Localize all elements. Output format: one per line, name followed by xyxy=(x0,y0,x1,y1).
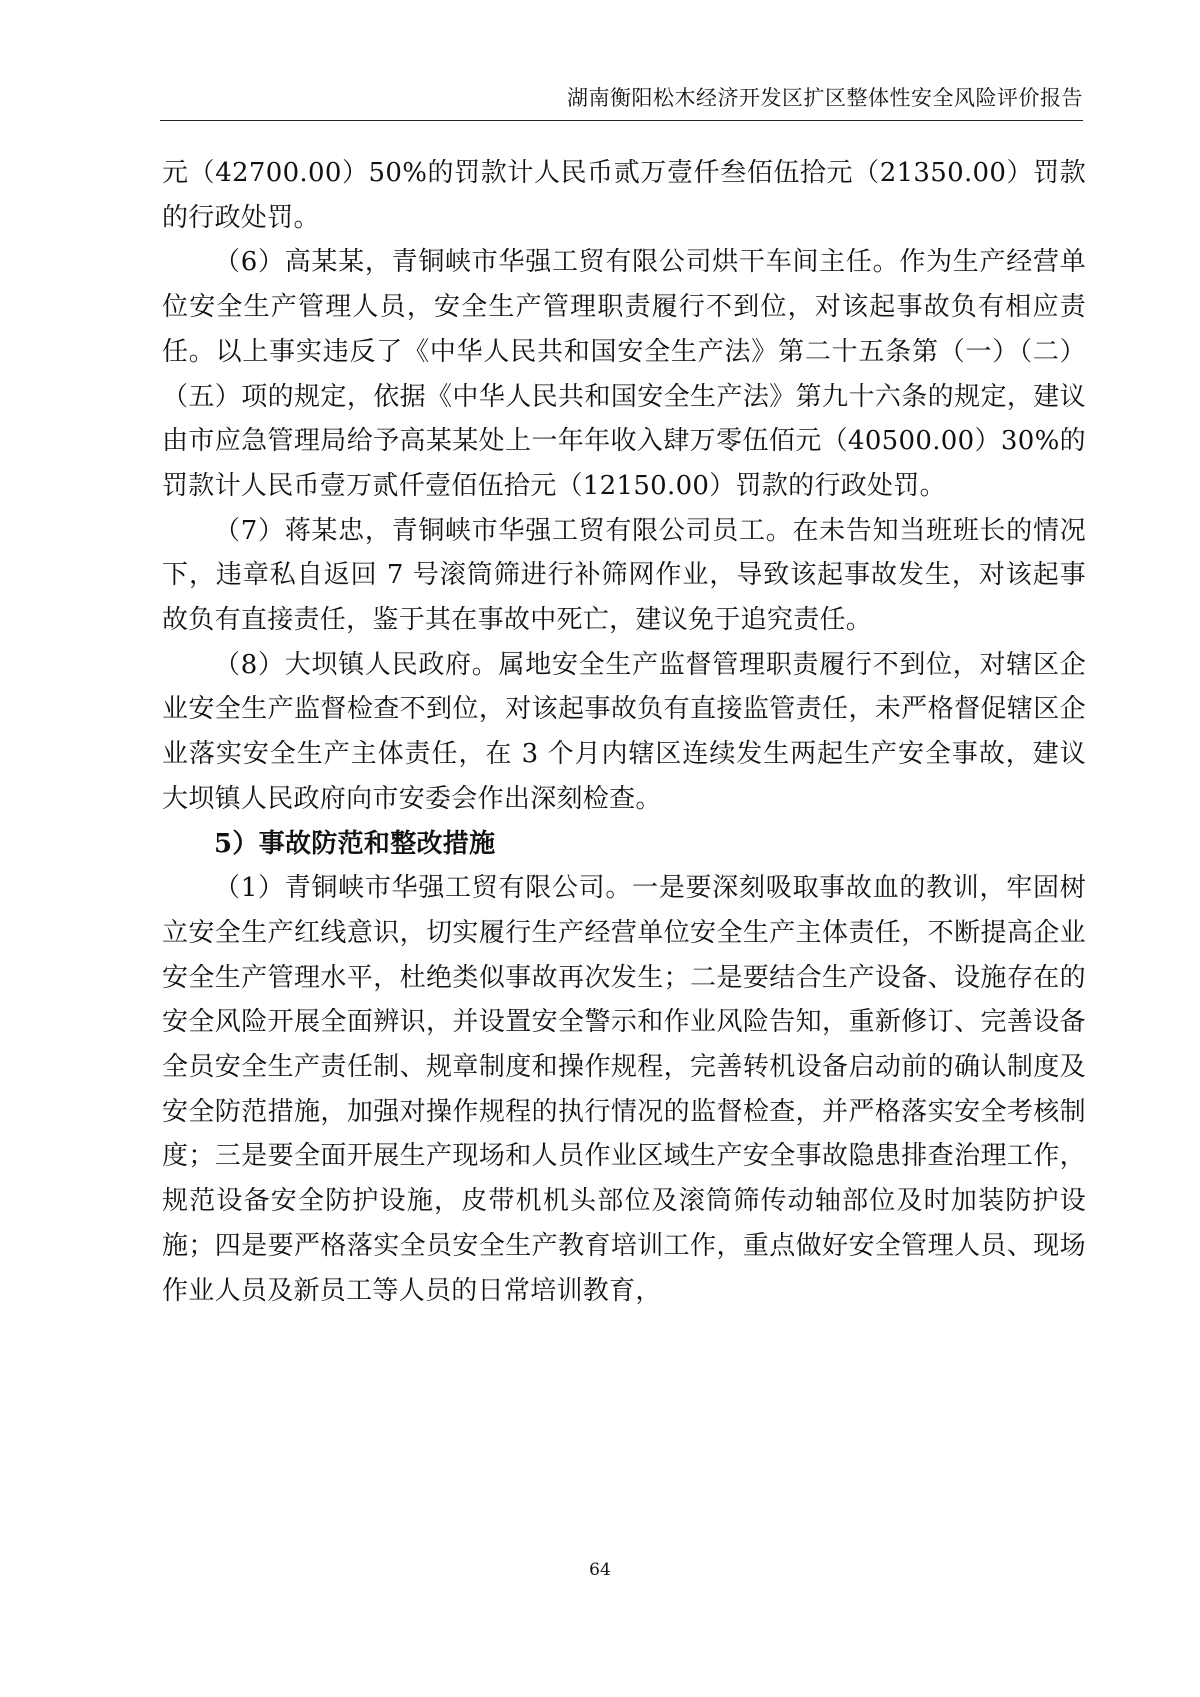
paragraph-measure-1: （1）青铜峡市华强工贸有限公司。一是要深刻吸取事故血的教训，牢固树立安全生产红线意识，切实履行生产经营单位安全生产主体责任，不断提高企业安全生产管理水平，杜绝类似事故再次发生；二是要结合生产设备、设施存在的安全风险开展全面辨识，并设置安全警示和作业风险告知，重新修订、完善设备全员安全生产责任制、规章制度和操作规程，完善转机设备启动前的确认制度及安全防范措施，加强对操作规程的执行情况的监督检查，并严格落实安全考核制度；三是要全面开展生产现场和人员作业区域生产安全事故隐患排查治理工作，规范设备安全防护设施，皮带机机头部位及滚筒筛传动轴部位及时加装防护设施；四是要严格落实全员安全生产教育培训工作，重点做好安全管理人员、现场作业人员及新员工等人员的日常培训教育， xyxy=(162,873,1086,1306)
header-title: 湖南衡阳松木经济开发区扩区整体性安全风险评价报告 xyxy=(567,86,1083,110)
paragraph-continuation: 元（42700.00）50%的罚款计人民币贰万壹仟叁佰伍拾元（21350.00）罚款的行政处罚。 xyxy=(162,158,1086,233)
paragraph-item-7: （7）蒋某忠，青铜峡市华强工贸有限公司员工。在未告知当班班长的情况下，违章私自返回 7 号滚筒筛进行补筛网作业，导致该起事故发生，对该起事故负有直接责任，鉴于其在事故中死亡，建议免于追究责任。 xyxy=(162,515,1086,636)
page-header xyxy=(160,78,1083,121)
document-body xyxy=(162,151,1086,1313)
paragraph-item-6: （6）高某某，青铜峡市华强工贸有限公司烘干车间主任。作为生产经营单位安全生产管理人员，安全生产管理职责履行不到位，对该起事故负有相应责任。以上事实违反了《中华人民共和国安全生产法》第二十五条第（一）（二）（五）项的规定，依据《中华人民共和国安全生产法》第九十六条的规定，建议由市应急管理局给予高某某处上一年年收入肆万零伍佰元（40500.00）30%的罚款计人民币壹万贰仟壹佰伍拾元（12150.00）罚款的行政处罚。 xyxy=(162,247,1086,501)
page-number: 64 xyxy=(589,1560,611,1580)
section-heading-5: 5）事故防范和整改措施 xyxy=(214,828,496,859)
paragraph-item-8: （8）大坝镇人民政府。属地安全生产监督管理职责履行不到位，对辖区企业安全生产监督检查不到位，对该起事故负有直接监管责任，未严格督促辖区企业落实安全生产主体责任，在 3 个月内辖区连续发生两起生产安全事故，建议大坝镇人民政府向市安委会作出深刻检查。 xyxy=(162,649,1086,814)
